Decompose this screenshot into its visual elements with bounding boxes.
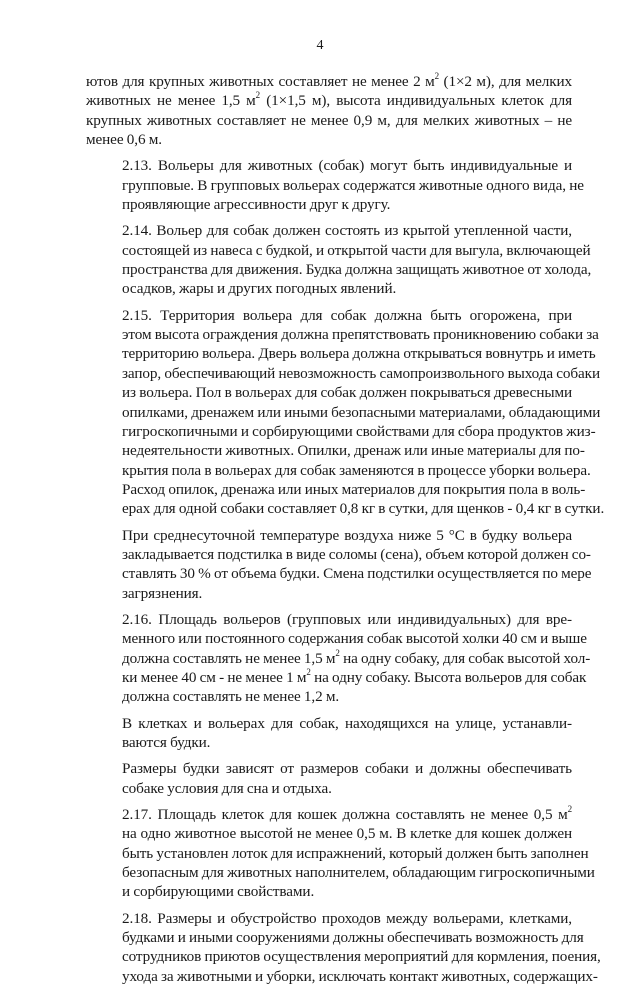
paragraph	[86, 610, 591, 707]
text-line	[86, 687, 572, 706]
superscript: 2	[306, 666, 311, 677]
paragraph	[86, 803, 595, 902]
text-run: сотрудников приютов осуществления мероприятий для кормления, поения,	[122, 948, 601, 966]
text-line	[86, 610, 572, 629]
text-line	[86, 403, 601, 422]
text-line	[86, 863, 595, 882]
text-line	[86, 279, 572, 298]
text-line	[86, 629, 587, 648]
superscript: 2	[255, 90, 261, 101]
text-run: ставлять 30 % от объема будки. Смена подстилки осуществляется по мере	[122, 565, 592, 583]
paragraph	[86, 714, 572, 753]
text-line	[86, 241, 591, 260]
paragraph	[86, 759, 572, 798]
text-run: животных не менее 1,5 м	[86, 92, 256, 110]
text-line	[86, 947, 601, 966]
text-line	[86, 91, 572, 110]
text-run: осадков, жары и других погодных явлений.	[122, 280, 397, 298]
text-line	[86, 967, 598, 986]
text-run: быть установлен лоток для испражнений, который должен быть заполнен	[122, 844, 589, 862]
text-run: ютов для крупных животных составляет не менее 2 м	[86, 73, 435, 90]
paragraph	[86, 156, 584, 214]
paragraph	[86, 909, 601, 986]
text-line	[86, 383, 572, 402]
text-run: должна составлять не менее 1,5 м	[122, 649, 336, 667]
text-run: на одно животное высотой не менее 0,5 м. В клетке для кошек должен	[122, 825, 572, 843]
text-run: из вольера. Пол в вольерах для собак должен покрываться древесными	[122, 384, 572, 402]
text-line	[86, 344, 596, 363]
text-line	[86, 909, 572, 928]
text-line	[86, 759, 572, 778]
text-line	[86, 306, 572, 325]
text-run: При среднесуточной температуре воздуха ниже 5 °С в будку вольера	[122, 526, 572, 544]
text-line	[86, 584, 572, 603]
text-run: проявляющие агрессивности друг к другу.	[122, 196, 391, 214]
text-line	[86, 779, 572, 798]
text-run: на одну собаку. Высота вольеров для собак	[310, 668, 587, 686]
text-run: загрязнения.	[122, 584, 203, 602]
text-line	[86, 111, 572, 130]
text-run: В клетках и вольерах для собак, находящихся на улице, устанавли-	[122, 714, 572, 732]
page-number: 4	[316, 38, 324, 53]
text-run: собаке условия для сна и отдыха.	[122, 779, 332, 797]
text-run: 2.17. Площадь клеток для кошек должна составлять не менее 0,5 м	[122, 806, 568, 824]
text-line	[86, 824, 572, 843]
text-line	[86, 461, 591, 480]
text-run: запор, обеспечивающий невозможность самопроизвольного выхода собаки	[122, 364, 600, 382]
text-run: опилками, дренажем или иными безопасными материалами, обладающими	[122, 403, 601, 421]
text-run: крытия пола в вольерах для собак заменяются в процессе уборки вольера.	[122, 461, 591, 479]
text-line	[86, 156, 572, 175]
paragraph	[86, 221, 592, 298]
superscript: 2	[335, 647, 340, 658]
text-line	[86, 714, 572, 733]
text-run: ухода за животными и уборки, исключать контакт животных, содержащих-	[122, 967, 598, 985]
text-run: 2.18. Размеры и обустройство проходов между вольерами, клетками,	[122, 909, 572, 927]
text-line	[86, 666, 587, 687]
text-run: менного или постоянного содержания собак высотой холки 40 см и выше	[122, 630, 587, 648]
text-line	[86, 564, 592, 583]
text-line	[86, 647, 591, 668]
text-line	[86, 130, 572, 149]
text-line	[86, 526, 572, 545]
text-run: 2.14. Вольер для собак должен состоять из крытой утепленной части,	[122, 222, 572, 240]
text-line	[86, 195, 572, 214]
text-run: гигроскопичными и сорбирующими свойствами для сбора продуктов жиз-	[122, 422, 596, 440]
text-line	[86, 72, 572, 91]
text-run: менее 0,6 м.	[86, 131, 162, 149]
text-run: территорию вольера. Дверь вольера должна открываться вовнутрь и иметь	[122, 345, 596, 363]
text-line	[86, 441, 585, 460]
text-line	[86, 882, 572, 901]
paragraph	[86, 306, 605, 519]
superscript: 2	[434, 70, 439, 81]
superscript: 2	[567, 803, 572, 814]
text-run: 2.13. Вольеры для животных (собак) могут быть индивидуальные и	[122, 157, 572, 175]
text-run: состоящей из навеса с будкой, и открытой части для выгула, включающей	[122, 241, 591, 259]
text-run: (1×1,5 м), высота индивидуальных клеток для	[260, 92, 572, 110]
text-line	[86, 545, 591, 564]
text-run: на одну собаку, для собак высотой хол-	[339, 649, 591, 667]
text-line	[86, 221, 572, 240]
text-line	[86, 499, 605, 518]
text-line	[86, 422, 596, 441]
paragraph	[86, 526, 592, 603]
text-run: ки менее 40 см - не менее 1 м	[122, 668, 307, 686]
text-run: 2.16. Площадь вольеров (групповых или индивидуальных) для вре-	[122, 610, 572, 628]
text-run: Расход опилок, дренажа или иных материалов для покрытия пола в воль-	[122, 480, 586, 498]
text-run: крупных животных составляет не менее 0,9 м, для мелких животных – не	[86, 111, 572, 129]
text-run: безопасным для животных наполнителем, обладающим гигроскопичными	[122, 864, 595, 882]
text-line	[86, 176, 584, 195]
text-line	[86, 844, 589, 863]
text-run: (1×2 м), для мелких	[439, 73, 573, 90]
text-run: закладывается подстилка в виде соломы (сена), объем которой должен со-	[122, 545, 591, 563]
text-run: и сорбирующими свойствами.	[122, 883, 315, 901]
text-line	[86, 364, 600, 383]
text-run: групповые. В групповых вольерах содержатся животные одного вида, не	[122, 176, 584, 194]
text-run: этом высота ограждения должна препятствовать проникновению собаки за	[122, 326, 599, 344]
text-line	[86, 260, 592, 279]
document-body	[86, 70, 605, 993]
text-run: недеятельности животных. Опилки, дренаж или иные материалы для по-	[122, 442, 585, 460]
text-run: пространства для движения. Будка должна защищать животное от холода,	[122, 261, 592, 279]
text-run: должна составлять не менее 1,2 м.	[122, 688, 340, 706]
text-run: ерах для одной собаки составляет 0,8 кг в сутки, для щенков - 0,4 кг в сутки.	[122, 500, 605, 518]
text-run: ваются будки.	[122, 734, 211, 751]
text-line	[86, 928, 584, 947]
paragraph-continuation	[86, 72, 572, 149]
text-run: будками и иными сооружениями должны обеспечивать возможность для	[122, 929, 584, 947]
text-run: 2.15. Территория вольера для собак должна быть огорожена, при	[122, 306, 572, 324]
text-line	[86, 733, 572, 752]
text-line	[86, 805, 572, 824]
text-run: Размеры будки зависят от размеров собаки и должны обеспечивать	[122, 760, 572, 778]
text-line	[86, 480, 586, 499]
text-line	[86, 325, 599, 344]
